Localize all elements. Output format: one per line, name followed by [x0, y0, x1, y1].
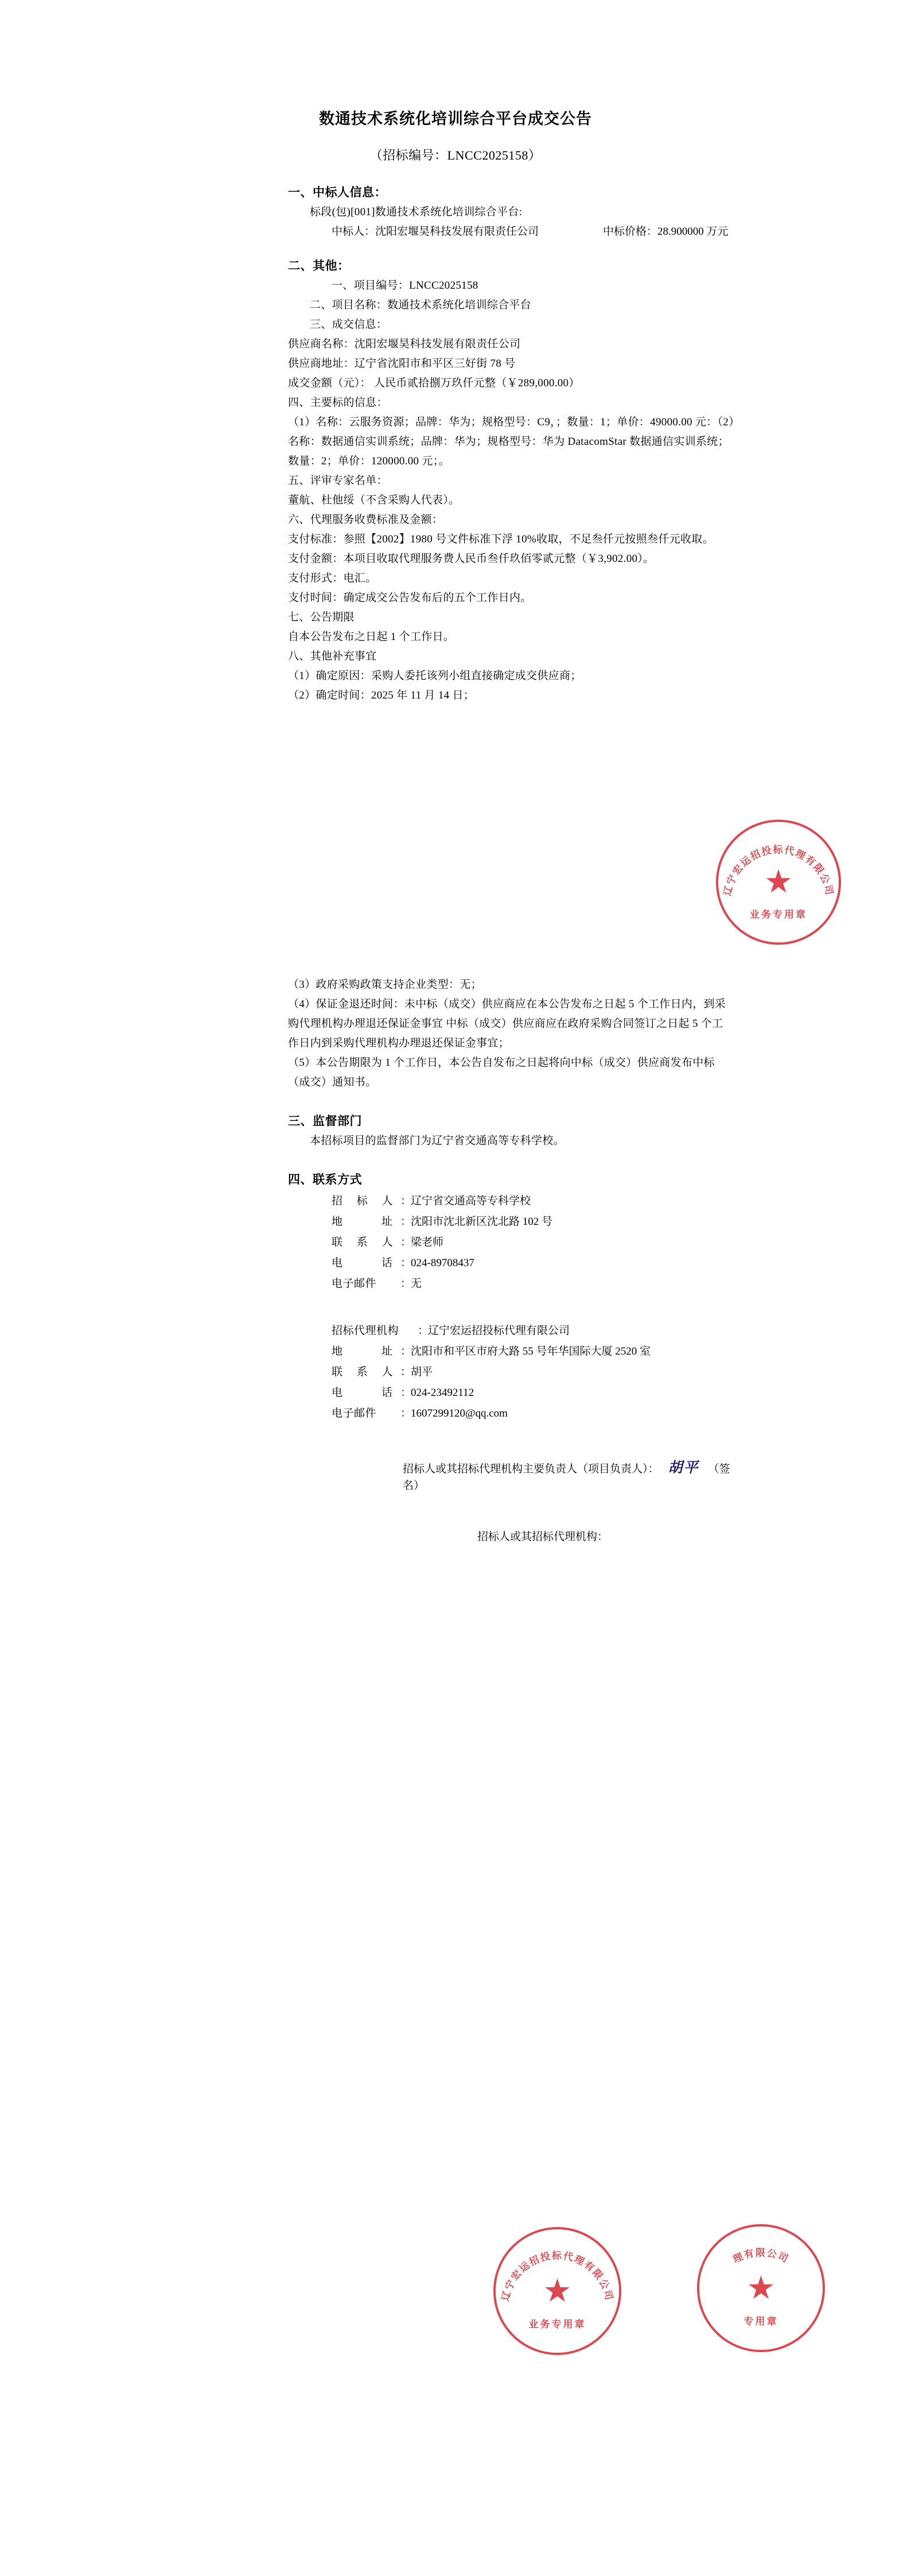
contact-label: 招标代理机构 — [332, 1325, 399, 1337]
contact-row — [332, 1403, 742, 1424]
supplementary-item-2: （2）确定时间：2025 年 11 月 14 日； — [288, 689, 475, 701]
document-body — [169, 183, 742, 1543]
fee-standard-line: 支付标准：参照【2002】1980 号文件标准下浮 10%收取，不足叁仟元按照叁仟元收取。 — [288, 533, 714, 545]
contact-label: 联 系 人 — [332, 1366, 399, 1378]
contact-colon: ： — [418, 1325, 429, 1337]
main-goods-heading: 四、主要标的信息： — [288, 397, 388, 409]
seal-star-icon: ★ — [544, 2276, 571, 2306]
contact-value: 沈阳市和平区市府大路 55 号年华国际大厦 2520 室 — [411, 1345, 651, 1357]
experts-heading: 五、评审专家名单： — [288, 475, 388, 487]
agency-fee-heading: 六、代理服务收费标准及金额： — [288, 514, 443, 526]
contact-value: 辽宁宏运招投标代理有限公司 — [428, 1325, 570, 1337]
contact-row — [332, 1253, 742, 1274]
seal-star-icon: ★ — [748, 2273, 774, 2303]
winner-price: 中标价格：28.900000 万元 — [603, 226, 729, 238]
supplementary-item-1: （1）确定原因：采购人委托该列小组直接确定成交供应商； — [288, 670, 582, 682]
contact-row — [332, 1362, 742, 1383]
contact-colon: ： — [400, 1387, 412, 1399]
contact-colon: ： — [400, 1257, 412, 1269]
seal-bottom-text: 业务专用章 — [750, 909, 807, 921]
fee-form-line: 支付形式：电汇。 — [288, 572, 377, 584]
contact-label: 联 系 人 — [332, 1236, 399, 1248]
goods-line-3: 数量：2；单价：120000.00 元；。 — [288, 455, 450, 467]
contact-row — [332, 1383, 742, 1403]
seal-bottom-text: 业务专用章 — [528, 2319, 586, 2330]
seal-arc-text — [699, 2226, 823, 2350]
contact-colon: ： — [400, 1366, 412, 1378]
supplier-address-line: 供应商地址：辽宁省沈阳市和平区三好街 78 号 — [288, 358, 516, 370]
goods-line-2: 名称：数据通信实训系统；品牌：华为；规格型号：华为 DatacomStar 数据通信实训系统； — [288, 436, 729, 448]
award-amount-line: 成交金额（元）： 人民币贰拾捌万玖仟元整（￥289,000.00） — [288, 377, 580, 389]
contact-value: 梁老师 — [411, 1236, 444, 1248]
supplementary-item-4-line-2: 购代理机构办理退还保证金事宜 中标（成交）供应商应在政府采购合同签订之日起 5 个工 — [288, 1018, 723, 1030]
contact-value: 024-23492112 — [411, 1387, 474, 1399]
supplementary-item-5-line-2: （成交）通知书。 — [288, 1076, 377, 1088]
organization-seal-label: 招标人或其招标代理机构： — [477, 1531, 609, 1543]
contact-label: 招 标 人 — [332, 1195, 399, 1207]
agency-contact-table — [288, 1321, 742, 1424]
supplementary-heading: 八、其他补充事宜 — [288, 650, 377, 662]
fee-amount-line: 支付金额：本项目收取代理服务费人民币叁仟玖佰零贰元整（￥3,902.00）。 — [288, 553, 655, 565]
project-number-line: 一、项目编号：LNCC2025158 — [332, 280, 478, 292]
handwritten-signature: 胡平 — [668, 1460, 699, 1476]
agency-seal-bottom-right — [697, 2224, 825, 2352]
award-info-heading: 三、成交信息： — [310, 319, 388, 331]
seal-bottom-text: 专用章 — [743, 2316, 778, 2327]
contact-colon: ： — [400, 1216, 412, 1228]
supplier-name-line: 供应商名称：沈阳宏堰昊科技发展有限责任公司 — [288, 338, 521, 350]
agency-seal-bottom-left — [493, 2227, 621, 2355]
contact-row — [332, 1212, 742, 1232]
signature-suffix: （签名） — [403, 1463, 730, 1492]
winner-row — [288, 222, 742, 242]
lot-line: 标段(包)[001]数通技术系统化培训综合平台: — [310, 206, 523, 218]
winner-name: 中标人：沈阳宏堰昊科技发展有限责任公司 — [332, 226, 539, 238]
section-heading-supervision: 三、监督部门 — [288, 1114, 362, 1128]
section-heading-other: 二、其他： — [288, 259, 350, 273]
supervision-text: 本招标项目的监督部门为辽宁省交通高等专科学校。 — [310, 1135, 564, 1147]
contact-label: 地 址 — [332, 1216, 399, 1228]
contact-value: 1607299120@qq.com — [411, 1407, 508, 1419]
contact-row — [332, 1321, 742, 1341]
supplementary-item-5-line-1: （5）本公告期限为 1 个工作日，本公告自发布之日起将向中标（成交）供应商发布中标 — [288, 1057, 715, 1069]
supplementary-item-4-line-1: （4）保证金退还时间：未中标（成交）供应商应在本公告发布之日起 5 个工作日内，到采 — [288, 998, 726, 1010]
contact-label: 电 话 — [332, 1257, 399, 1269]
fee-time-line: 支付时间：确定成交公告发布后的五个工作日内。 — [288, 592, 532, 604]
contact-colon: ： — [400, 1236, 412, 1248]
svg-text:辽宁宏运招投标代理有限公司: 辽宁宏运招投标代理有限公司 — [500, 2250, 615, 2302]
seal-arc-text — [496, 2229, 619, 2353]
contact-row — [332, 1232, 742, 1253]
contact-value: 沈阳市沈北新区沈北路 102 号 — [411, 1216, 553, 1228]
tenderer-contact-table — [288, 1191, 742, 1294]
goods-line-1: （1）名称：云服务资源；品牌：华为；规格型号：C9，；数量：1；单价：49000.00 元：（2） — [288, 416, 740, 428]
notice-period-line: 自本公告发布之日起 1 个工作日。 — [288, 631, 455, 643]
experts-list: 蕫航、杜他绥（不含采购人代表）。 — [288, 494, 460, 506]
contact-row — [332, 1341, 742, 1362]
contact-value: 024-89708437 — [411, 1257, 474, 1269]
signature-label: 招标人或其招标代理机构主要负责人（项目负责人）： — [403, 1463, 659, 1475]
contact-colon: ： — [400, 1345, 412, 1357]
tender-number-subtitle: （招标编号：LNCC2025158） — [369, 148, 542, 162]
signature-row-person — [288, 1456, 742, 1492]
page-title: 数通技术系统化培训综合平台成交公告 — [319, 110, 592, 127]
page-break-gap — [288, 705, 742, 975]
contact-colon: ： — [400, 1278, 412, 1290]
contact-label: 电 话 — [332, 1387, 399, 1399]
contact-value: 胡平 — [411, 1366, 433, 1378]
project-name-line: 二、项目名称：数通技术系统化培训综合平台 — [310, 299, 532, 311]
contact-value: 辽宁省交通高等专科学校 — [411, 1195, 531, 1207]
contact-value: 无 — [411, 1278, 422, 1290]
svg-text:理有限公司: 理有限公司 — [731, 2247, 791, 2265]
svg-text:辽宁宏运招投标代理有限公司: 辽宁宏运招投标代理有限公司 — [722, 844, 835, 897]
signature-row-organization — [288, 1528, 742, 1543]
notice-period-heading: 七、公告期限 — [288, 611, 355, 623]
contact-row — [332, 1191, 742, 1212]
contact-row — [332, 1274, 742, 1294]
contact-label: 电子邮件 — [332, 1278, 377, 1290]
seal-star-icon: ★ — [765, 867, 792, 897]
contact-colon: ： — [400, 1195, 412, 1207]
section-heading-contact: 四、联系方式 — [288, 1173, 362, 1186]
section-heading-winner: 一、中标人信息： — [288, 185, 387, 199]
supplementary-item-4-line-3: 作日内到采购代理机构办理退还保证金事宜； — [288, 1037, 510, 1049]
contact-label: 电子邮件 — [332, 1407, 377, 1419]
contact-label: 地 址 — [332, 1345, 399, 1357]
contact-colon: ： — [400, 1407, 412, 1419]
supplementary-item-3: （3）政府采购政策支持企业类型：无； — [288, 979, 482, 991]
